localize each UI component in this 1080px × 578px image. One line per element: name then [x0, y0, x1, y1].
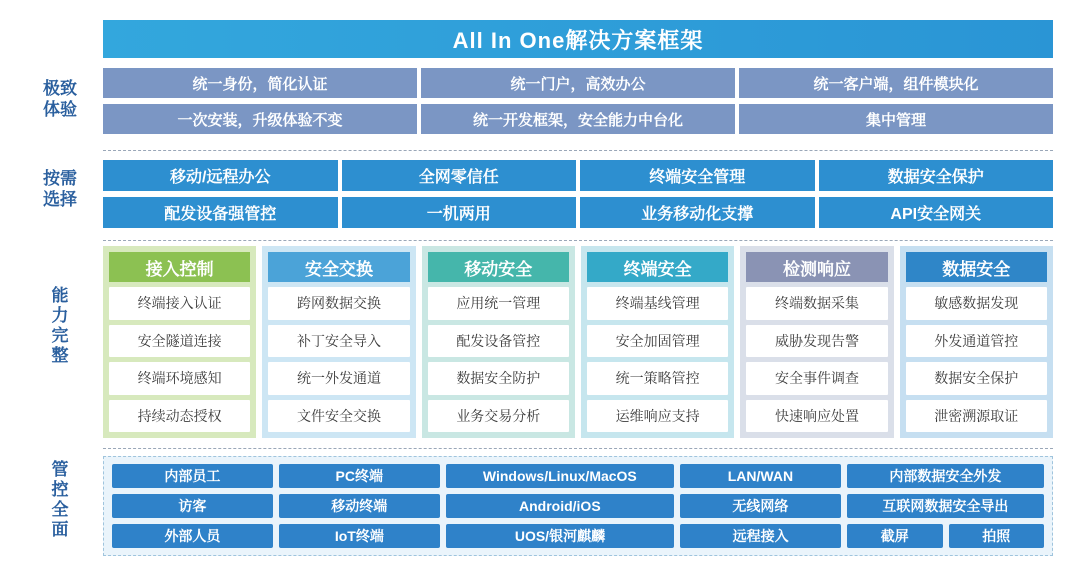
- label-ondemand: [30, 168, 90, 211]
- capability-item[interactable]: 安全隧道连接: [109, 325, 250, 358]
- management-row-1: [112, 464, 1044, 488]
- capability-item[interactable]: 安全事件调查: [746, 362, 887, 395]
- page-title: All In One解决方案框架: [103, 20, 1053, 58]
- capability-column-mobile-security: [422, 246, 575, 438]
- experience-cell[interactable]: 统一身份，简化认证: [103, 68, 417, 98]
- capability-item[interactable]: 应用统一管理: [428, 287, 569, 320]
- label-management-line4: 面: [51, 520, 69, 540]
- ondemand-cell[interactable]: 配发设备强管控: [103, 197, 338, 228]
- capability-item[interactable]: 跨网数据交换: [268, 287, 409, 320]
- capability-title: 终端安全: [587, 252, 728, 282]
- management-cell[interactable]: 外部人员: [112, 524, 273, 548]
- management-cell[interactable]: Android/iOS: [446, 494, 674, 518]
- label-capability-line3: 完: [51, 326, 69, 346]
- capability-item[interactable]: 数据安全保护: [906, 362, 1047, 395]
- experience-cell[interactable]: 一次安装，升级体验不变: [103, 104, 417, 134]
- ondemand-cell[interactable]: 移动/远程办公: [103, 160, 338, 191]
- ondemand-cell[interactable]: 一机两用: [342, 197, 577, 228]
- label-experience-line1: 极致: [43, 79, 77, 98]
- management-row-3: [112, 524, 1044, 548]
- capability-column-access-control: [103, 246, 256, 438]
- management-cell[interactable]: 内部数据安全外发: [847, 464, 1044, 488]
- management-cell[interactable]: IoT终端: [279, 524, 440, 548]
- label-capability-line4: 整: [51, 346, 69, 366]
- label-capability: [30, 286, 90, 366]
- experience-cell[interactable]: 统一门户，高效办公: [421, 68, 735, 98]
- management-cell[interactable]: 无线网络: [680, 494, 841, 518]
- divider-2: [103, 240, 1053, 241]
- capability-title: 检测响应: [746, 252, 887, 282]
- capability-item[interactable]: 终端数据采集: [746, 287, 887, 320]
- label-ondemand-line2: 选择: [43, 190, 77, 210]
- label-management: [30, 460, 90, 540]
- capability-column-secure-exchange: [262, 246, 415, 438]
- capability-title: 移动安全: [428, 252, 569, 282]
- experience-row-2: [103, 104, 1053, 134]
- management-cell[interactable]: UOS/银河麒麟: [446, 524, 674, 548]
- capability-item[interactable]: 终端接入认证: [109, 287, 250, 320]
- capability-item[interactable]: 泄密溯源取证: [906, 400, 1047, 433]
- experience-cell[interactable]: 统一客户端，组件模块化: [739, 68, 1053, 98]
- ondemand-row-1: [103, 160, 1053, 191]
- label-capability-line1: 能: [51, 286, 69, 305]
- experience-section: [103, 68, 1053, 140]
- management-cell[interactable]: 访客: [112, 494, 273, 518]
- capability-column-endpoint-security: [581, 246, 734, 438]
- capability-item[interactable]: 敏感数据发现: [906, 287, 1047, 320]
- capability-title: 数据安全: [906, 252, 1047, 282]
- divider-3: [103, 448, 1053, 449]
- management-cell[interactable]: 内部员工: [112, 464, 273, 488]
- label-management-line2: 控: [51, 480, 69, 500]
- capability-section: [103, 246, 1053, 438]
- label-experience-line2: 体验: [43, 100, 77, 120]
- capability-item[interactable]: 配发设备管控: [428, 325, 569, 358]
- label-management-line1: 管: [51, 460, 69, 479]
- management-row-2: [112, 494, 1044, 518]
- label-capability-line2: 力: [51, 306, 69, 326]
- ondemand-cell[interactable]: 业务移动化支撑: [580, 197, 815, 228]
- capability-item[interactable]: 快速响应处置: [746, 400, 887, 433]
- capability-item[interactable]: 文件安全交换: [268, 400, 409, 433]
- capability-item[interactable]: 统一外发通道: [268, 362, 409, 395]
- ondemand-cell[interactable]: API安全网关: [819, 197, 1054, 228]
- capability-item[interactable]: 安全加固管理: [587, 325, 728, 358]
- capability-item[interactable]: 统一策略管控: [587, 362, 728, 395]
- management-cell[interactable]: PC终端: [279, 464, 440, 488]
- label-ondemand-line1: 按需: [43, 169, 77, 188]
- capability-column-detection-response: [740, 246, 893, 438]
- capability-item[interactable]: 终端基线管理: [587, 287, 728, 320]
- management-cell[interactable]: 远程接入: [680, 524, 841, 548]
- ondemand-section: [103, 160, 1053, 232]
- capability-item[interactable]: 业务交易分析: [428, 400, 569, 433]
- management-cell[interactable]: 移动终端: [279, 494, 440, 518]
- ondemand-row-2: [103, 197, 1053, 228]
- capability-title: 接入控制: [109, 252, 250, 282]
- management-cell[interactable]: Windows/Linux/MacOS: [446, 464, 674, 488]
- management-cell[interactable]: 截屏: [847, 524, 943, 548]
- capability-item[interactable]: 外发通道管控: [906, 325, 1047, 358]
- ondemand-cell[interactable]: 数据安全保护: [819, 160, 1054, 191]
- capability-item[interactable]: 终端环境感知: [109, 362, 250, 395]
- label-experience: [30, 78, 90, 121]
- ondemand-cell[interactable]: 全网零信任: [342, 160, 577, 191]
- management-section: [103, 456, 1053, 556]
- capability-item[interactable]: 数据安全防护: [428, 362, 569, 395]
- label-management-line3: 全: [51, 500, 69, 520]
- capability-title: 安全交换: [268, 252, 409, 282]
- experience-row-1: [103, 68, 1053, 98]
- capability-item[interactable]: 持续动态授权: [109, 400, 250, 433]
- capability-item[interactable]: 威胁发现告警: [746, 325, 887, 358]
- divider-1: [103, 150, 1053, 151]
- experience-cell[interactable]: 集中管理: [739, 104, 1053, 134]
- management-cell[interactable]: 拍照: [949, 524, 1045, 548]
- capability-column-data-security: [900, 246, 1053, 438]
- capability-item[interactable]: 运维响应支持: [587, 400, 728, 433]
- capability-item[interactable]: 补丁安全导入: [268, 325, 409, 358]
- ondemand-cell[interactable]: 终端安全管理: [580, 160, 815, 191]
- management-cell[interactable]: LAN/WAN: [680, 464, 841, 488]
- experience-cell[interactable]: 统一开发框架，安全能力中台化: [421, 104, 735, 134]
- management-cell[interactable]: 互联网数据安全导出: [847, 494, 1044, 518]
